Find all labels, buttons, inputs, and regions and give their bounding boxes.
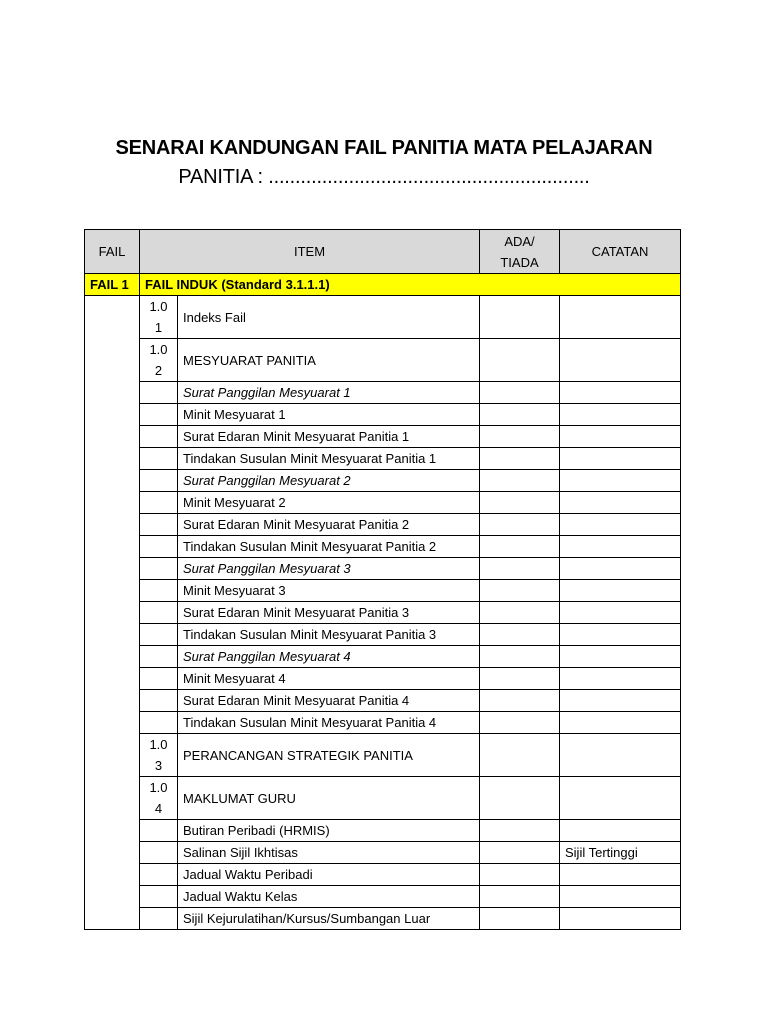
- ada-tiada-cell: [480, 842, 560, 864]
- item-number-cell: [140, 734, 178, 777]
- ada-tiada-cell: [480, 734, 560, 777]
- item-number-major: 1.0: [149, 342, 168, 357]
- item-cell: Minit Mesyuarat 1: [178, 404, 480, 426]
- catatan-cell: [560, 602, 681, 624]
- ada-tiada-cell: [480, 514, 560, 536]
- ada-tiada-cell: [480, 668, 560, 690]
- item-number-cell: [140, 448, 178, 470]
- item-number-major: 1.0: [149, 737, 168, 752]
- item-cell: Tindakan Susulan Minit Mesyuarat Panitia 2: [178, 536, 480, 558]
- ada-tiada-cell: [480, 690, 560, 712]
- catatan-cell: [560, 558, 681, 580]
- ada-tiada-cell: [480, 448, 560, 470]
- header-ada-line2: TIADA: [500, 254, 539, 270]
- catatan-cell: [560, 448, 681, 470]
- item-number-cell: [140, 382, 178, 404]
- item-cell: Salinan Sijil Ikhtisas: [178, 842, 480, 864]
- item-number-cell: [140, 886, 178, 908]
- item-number-cell: [140, 339, 178, 382]
- item-number-cell: [140, 842, 178, 864]
- ada-tiada-cell: [480, 777, 560, 820]
- item-number-cell: [140, 690, 178, 712]
- item-number-minor: 4: [154, 801, 163, 816]
- catatan-cell: [560, 296, 681, 339]
- item-number-cell: [140, 514, 178, 536]
- header-ada-tiada: [480, 230, 560, 274]
- item-number-cell: [140, 777, 178, 820]
- catatan-cell: [560, 536, 681, 558]
- table-row: [85, 712, 681, 734]
- catatan-cell: [560, 470, 681, 492]
- item-number-cell: [140, 426, 178, 448]
- catatan-cell: Sijil Tertinggi: [560, 842, 681, 864]
- table-row: [85, 842, 681, 864]
- ada-tiada-cell: [480, 712, 560, 734]
- table-row: [85, 448, 681, 470]
- table-row: [85, 690, 681, 712]
- catatan-cell: [560, 404, 681, 426]
- item-number-cell: [140, 864, 178, 886]
- table-header-row: [85, 230, 681, 274]
- item-cell: Surat Edaran Minit Mesyuarat Panitia 3: [178, 602, 480, 624]
- header-item: ITEM: [140, 230, 480, 274]
- table-row: [85, 602, 681, 624]
- item-cell: Minit Mesyuarat 4: [178, 668, 480, 690]
- item-number-cell: [140, 624, 178, 646]
- catatan-cell: [560, 339, 681, 382]
- ada-tiada-cell: [480, 296, 560, 339]
- table-row: [85, 886, 681, 908]
- item-cell: Sijil Kejurulatihan/Kursus/Sumbangan Luar: [178, 908, 480, 930]
- item-number-cell: [140, 404, 178, 426]
- table-row: [85, 558, 681, 580]
- section-row: [85, 274, 681, 296]
- catatan-cell: [560, 734, 681, 777]
- item-cell: Tindakan Susulan Minit Mesyuarat Panitia 3: [178, 624, 480, 646]
- item-cell: Tindakan Susulan Minit Mesyuarat Panitia 1: [178, 448, 480, 470]
- item-cell: Minit Mesyuarat 2: [178, 492, 480, 514]
- table-row: [85, 777, 681, 820]
- catatan-cell: [560, 624, 681, 646]
- item-number-minor: 1: [154, 320, 163, 335]
- catatan-cell: [560, 864, 681, 886]
- item-cell: Indeks Fail: [178, 296, 480, 339]
- section-title: FAIL INDUK (Standard 3.1.1.1): [140, 274, 681, 296]
- ada-tiada-cell: [480, 646, 560, 668]
- ada-tiada-cell: [480, 492, 560, 514]
- table-row: [85, 624, 681, 646]
- catatan-cell: [560, 777, 681, 820]
- item-number-cell: [140, 536, 178, 558]
- ada-tiada-cell: [480, 820, 560, 842]
- table-row: [85, 470, 681, 492]
- item-number-cell: [140, 602, 178, 624]
- ada-tiada-cell: [480, 426, 560, 448]
- table-row: [85, 908, 681, 930]
- item-cell: Jadual Waktu Kelas: [178, 886, 480, 908]
- table-row: [85, 734, 681, 777]
- ada-tiada-cell: [480, 624, 560, 646]
- ada-tiada-cell: [480, 886, 560, 908]
- table-row: [85, 404, 681, 426]
- ada-tiada-cell: [480, 470, 560, 492]
- item-number-cell: [140, 712, 178, 734]
- item-number-minor: 2: [154, 363, 163, 378]
- table-row: [85, 668, 681, 690]
- table-row: [85, 426, 681, 448]
- table-row: [85, 646, 681, 668]
- table-row: [85, 296, 681, 339]
- ada-tiada-cell: [480, 602, 560, 624]
- item-cell: PERANCANGAN STRATEGIK PANITIA: [178, 734, 480, 777]
- item-cell: Surat Panggilan Mesyuarat 1: [178, 382, 480, 404]
- item-cell: Surat Edaran Minit Mesyuarat Panitia 2: [178, 514, 480, 536]
- item-number-cell: [140, 492, 178, 514]
- item-cell: Surat Panggilan Mesyuarat 4: [178, 646, 480, 668]
- item-number-cell: [140, 470, 178, 492]
- catatan-cell: [560, 426, 681, 448]
- ada-tiada-cell: [480, 404, 560, 426]
- table-row: [85, 514, 681, 536]
- catatan-cell: [560, 886, 681, 908]
- table-row: [85, 580, 681, 602]
- ada-tiada-cell: [480, 864, 560, 886]
- document-title: SENARAI KANDUNGAN FAIL PANITIA MATA PELAJARAN: [115, 137, 653, 159]
- item-number-major: 1.0: [149, 299, 168, 314]
- item-cell: Tindakan Susulan Minit Mesyuarat Panitia 4: [178, 712, 480, 734]
- ada-tiada-cell: [480, 382, 560, 404]
- item-number-cell: [140, 580, 178, 602]
- item-number-minor: 3: [154, 758, 163, 773]
- catatan-cell: [560, 690, 681, 712]
- catatan-cell: [560, 668, 681, 690]
- item-cell: Surat Edaran Minit Mesyuarat Panitia 1: [178, 426, 480, 448]
- item-cell: Jadual Waktu Peribadi: [178, 864, 480, 886]
- ada-tiada-cell: [480, 558, 560, 580]
- item-cell: MESYUARAT PANITIA: [178, 339, 480, 382]
- header-ada-line1: ADA/: [504, 233, 535, 249]
- table-row: [85, 492, 681, 514]
- item-number-cell: [140, 908, 178, 930]
- header-catatan: CATATAN: [560, 230, 681, 274]
- ada-tiada-cell: [480, 580, 560, 602]
- item-cell: Surat Edaran Minit Mesyuarat Panitia 4: [178, 690, 480, 712]
- ada-tiada-cell: [480, 908, 560, 930]
- table-row: [85, 820, 681, 842]
- table-row: [85, 382, 681, 404]
- catatan-cell: [560, 580, 681, 602]
- item-cell: Minit Mesyuarat 3: [178, 580, 480, 602]
- catatan-cell: [560, 820, 681, 842]
- catatan-cell: [560, 712, 681, 734]
- item-number-cell: [140, 646, 178, 668]
- item-number-cell: [140, 296, 178, 339]
- item-cell: Surat Panggilan Mesyuarat 2: [178, 470, 480, 492]
- catatan-cell: [560, 492, 681, 514]
- ada-tiada-cell: [480, 536, 560, 558]
- fail-contents-table: [84, 229, 681, 930]
- table-row: [85, 536, 681, 558]
- ada-tiada-cell: [480, 339, 560, 382]
- item-number-cell: [140, 668, 178, 690]
- item-number-cell: [140, 558, 178, 580]
- item-cell: Butiran Peribadi (HRMIS): [178, 820, 480, 842]
- header-fail: FAIL: [85, 230, 140, 274]
- item-number-major: 1.0: [149, 780, 168, 795]
- item-cell: MAKLUMAT GURU: [178, 777, 480, 820]
- catatan-cell: [560, 908, 681, 930]
- fail-column-cell: [85, 296, 140, 930]
- item-number-cell: [140, 820, 178, 842]
- section-fail-label: FAIL 1: [85, 274, 140, 296]
- catatan-cell: [560, 646, 681, 668]
- item-cell: Surat Panggilan Mesyuarat 3: [178, 558, 480, 580]
- catatan-cell: [560, 514, 681, 536]
- catatan-cell: [560, 382, 681, 404]
- table-row: [85, 339, 681, 382]
- document-subtitle: PANITIA : ............................................................: [178, 166, 590, 188]
- table-row: [85, 864, 681, 886]
